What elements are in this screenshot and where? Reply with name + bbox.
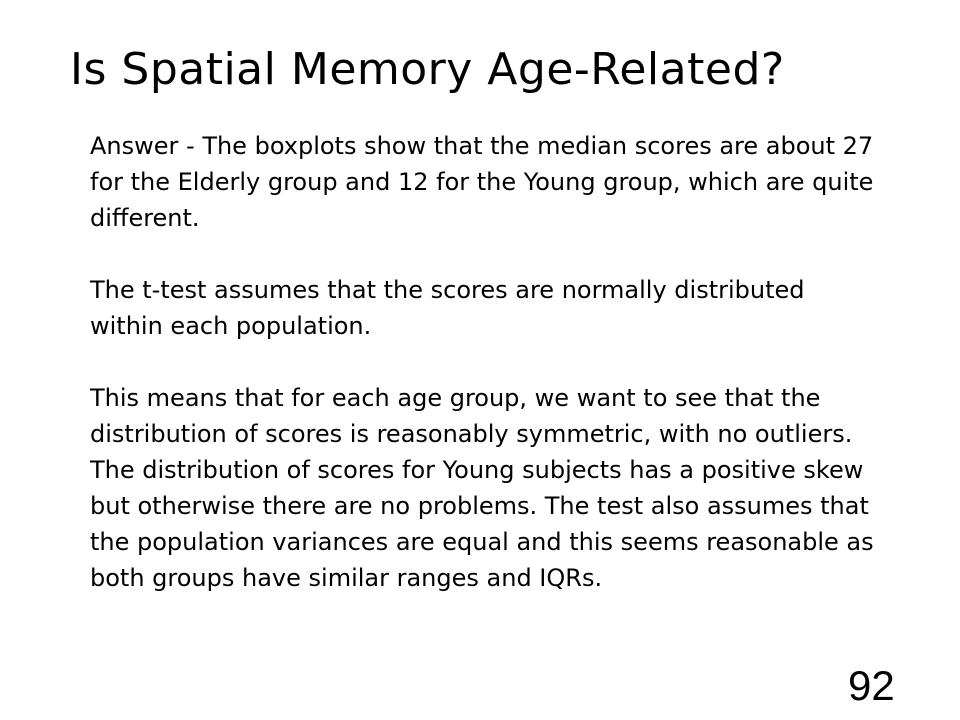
page-number: 92 <box>848 662 895 709</box>
slide-title: Is Spatial Memory Age-Related? <box>70 44 785 95</box>
t-test-assumption-paragraph: The t-test assumes that the scores are normally distributed within each population. <box>90 276 805 340</box>
answer-paragraph: Answer - The boxplots show that the median scores are about 27 for the Elderly group and 12 for the Young group, which are quite different. <box>90 132 874 232</box>
distribution-paragraph: This means that for each age group, we want to see that the distribution of scores is reasonably symmetric, with no outliers. The distribution of scores for Young subjects has a positive skew but otherwise there are no problems. The test also assumes that the population variances are equal and this seems reasonable as both groups have similar ranges and IQRs. <box>90 384 874 592</box>
slide-body <box>90 128 880 596</box>
